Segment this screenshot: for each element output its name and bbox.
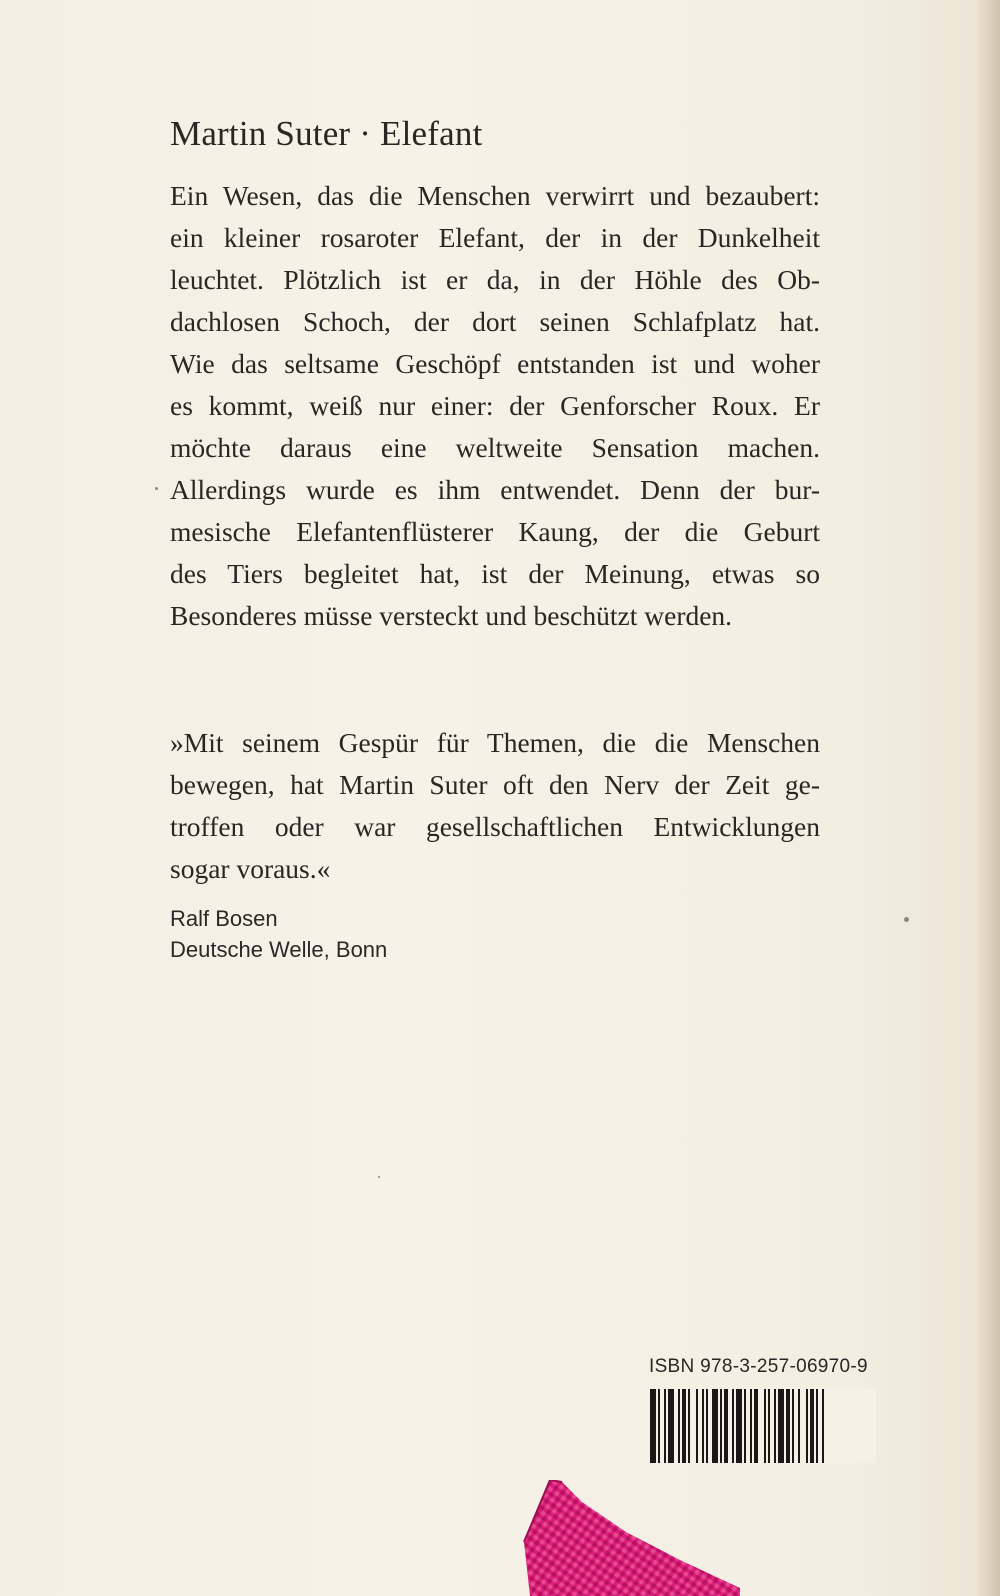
quote-line: bewegen, hat Martin Suter oft den Nerv der Zeit ge- (170, 769, 820, 800)
barcode-bar (706, 1389, 708, 1463)
quote-line: »Mit seinem Gespür für Themen, die die Menschen (170, 727, 820, 758)
blurb-line: Wie das seltsame Geschöpf entstanden ist und woher (170, 348, 820, 379)
barcode-bar (774, 1389, 776, 1463)
quote-line: troffen oder war gesellschaftlichen Entwicklungen (170, 811, 820, 842)
barcode-bar (720, 1389, 722, 1463)
barcode-bar (650, 1389, 656, 1463)
paper-speck (155, 487, 158, 490)
blurb-line: leuchtet. Plötzlich ist er da, in der Höhle des Ob- (170, 264, 820, 295)
barcode-bar (822, 1389, 824, 1463)
barcode-image (650, 1389, 876, 1463)
blurb-line: Besonderes müsse versteckt und beschützt werden. (170, 600, 733, 631)
barcode-bar (668, 1389, 674, 1463)
blurb-line: Allerdings wurde es ihm entwendet. Denn der bur- (170, 474, 820, 505)
barcode-bar (732, 1389, 734, 1463)
cover-edge (978, 0, 1000, 1596)
reviewer-name: Ralf Bosen (170, 906, 278, 931)
blurb-line: Ein Wesen, das die Menschen verwirrt und bezaubert: (170, 180, 820, 211)
barcode-bar (678, 1389, 680, 1463)
bookmark-ribbon (520, 1480, 740, 1596)
barcode-bar (786, 1389, 790, 1463)
blurb-line: es kommt, weiß nur einer: der Genforscher Roux. Er (170, 390, 820, 421)
barcode-bar (806, 1389, 808, 1463)
barcode-bar (664, 1389, 666, 1463)
barcode-bar (658, 1389, 660, 1463)
barcode-bar (792, 1389, 794, 1463)
blurb-line: mesische Elefantenflüsterer Kaung, der die Geburt (170, 516, 820, 547)
barcode-bar (682, 1389, 686, 1463)
barcode-bar (754, 1389, 758, 1463)
barcode-bar (750, 1389, 752, 1463)
paper-speck (904, 917, 909, 922)
barcode-bar (724, 1389, 728, 1463)
barcode-bar (768, 1389, 770, 1463)
barcode-bar (736, 1389, 742, 1463)
barcode-bar (778, 1389, 784, 1463)
review-quote (170, 722, 820, 890)
barcode-bar (688, 1389, 690, 1463)
barcode-bar (712, 1389, 718, 1463)
paper-speck (378, 1176, 380, 1178)
blurb-line: ein kleiner rosaroter Elefant, der in der Dunkelheit (170, 222, 820, 253)
quote-attribution (170, 903, 387, 965)
barcode-bar (702, 1389, 704, 1463)
blurb-line: dachlosen Schoch, der dort seinen Schlafplatz hat. (170, 306, 820, 337)
barcode-bar (810, 1389, 814, 1463)
barcode-bar (798, 1389, 800, 1463)
reviewer-source: Deutsche Welle, Bonn (170, 937, 388, 962)
blurb-line: des Tiers begleitet hat, ist der Meinung, etwas so (170, 558, 820, 589)
barcode-bar (744, 1389, 746, 1463)
book-title: Martin Suter · Elefant (170, 114, 483, 153)
barcode-bar (816, 1389, 818, 1463)
blurb-text (170, 175, 820, 637)
blurb-line: möchte daraus eine weltweite Sensation machen. (170, 432, 820, 463)
barcode-bar (764, 1389, 766, 1463)
isbn-number: ISBN 978-3-257-06970-9 (649, 1356, 868, 1377)
quote-line: sogar voraus.« (170, 853, 331, 884)
barcode-bar (696, 1389, 698, 1463)
